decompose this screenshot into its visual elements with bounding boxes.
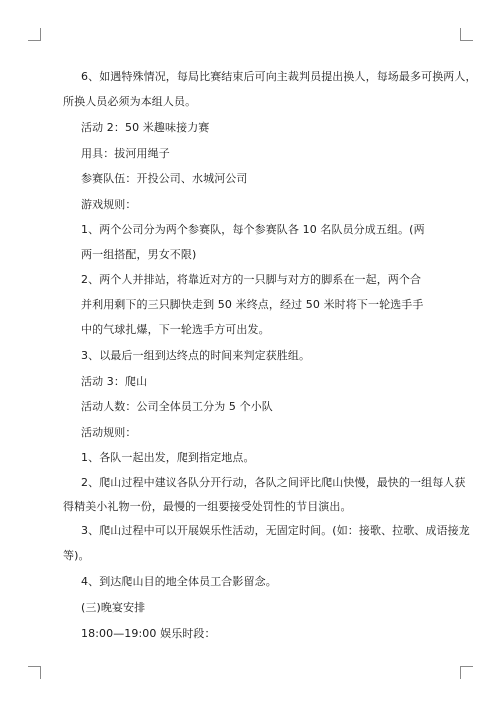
- paragraph-line: 参赛队伍：开投公司、水城河公司: [81, 172, 248, 185]
- crop-mark-top-left: [28, 28, 41, 41]
- paragraph-line: 并利用剩下的三只脚快走到 50 米终点，经过 50 米时将下一轮选手手: [81, 298, 424, 311]
- paragraph-line: 两一组搭配，男女不限): [81, 248, 197, 261]
- paragraph-line: 用具：拔河用绳子: [81, 147, 170, 160]
- paragraph-line: 所换人员必须为本组人员。: [63, 95, 197, 108]
- paragraph-line: 1、两个公司分为两个参赛队，每个参赛队各 10 名队员分成五组。(两: [81, 223, 425, 236]
- paragraph-line: 3、以最后一组到达终点的时间来判定获胜组。: [81, 349, 311, 362]
- paragraph-line: 等)。: [63, 549, 90, 562]
- crop-mark-bottom-left: [28, 666, 41, 679]
- paragraph-line: 得精美小礼物一份，最慢的一组要接受处罚性的节目演出。: [63, 500, 352, 513]
- crop-mark-top-right: [460, 28, 473, 41]
- paragraph-line: 中的气球扎爆，下一轮选手方可出发。: [81, 323, 270, 336]
- paragraph-line: 6、如遇特殊情况，每局比赛结束后可向主裁判员提出换人，每场最多可换两人，: [81, 70, 477, 83]
- paragraph-line: 3、爬山过程中可以开展娱乐性活动，无固定时间。(如：接歌、拉歌、成语接龙: [81, 524, 470, 537]
- paragraph-line: 4、到达爬山目的地全体员工合影留念。: [81, 575, 277, 588]
- paragraph-line: 活动人数：公司全体员工分为 5 个小队: [81, 400, 273, 413]
- paragraph-line: 2、爬山过程中建议各队分开行动，各队之间评比爬山快慢，最快的一组每人获: [81, 476, 466, 489]
- paragraph-line: 2、两个人并排站，将靠近对方的一只脚与对方的脚系在一起，两个合: [81, 273, 422, 286]
- paragraph-line: 18:00—19:00 娱乐时段：: [81, 627, 216, 640]
- crop-mark-bottom-right: [460, 666, 473, 679]
- paragraph-line: 1、各队一起出发，爬到指定地点。: [81, 451, 255, 464]
- paragraph-line: 活动规则：: [81, 426, 137, 439]
- section-heading: 活动 2：50 米趣味接力赛: [81, 121, 210, 134]
- paragraph-line: 游戏规则：: [81, 198, 137, 211]
- section-heading: 活动 3：爬山: [81, 375, 148, 388]
- section-heading: (三)晚宴安排: [81, 601, 146, 614]
